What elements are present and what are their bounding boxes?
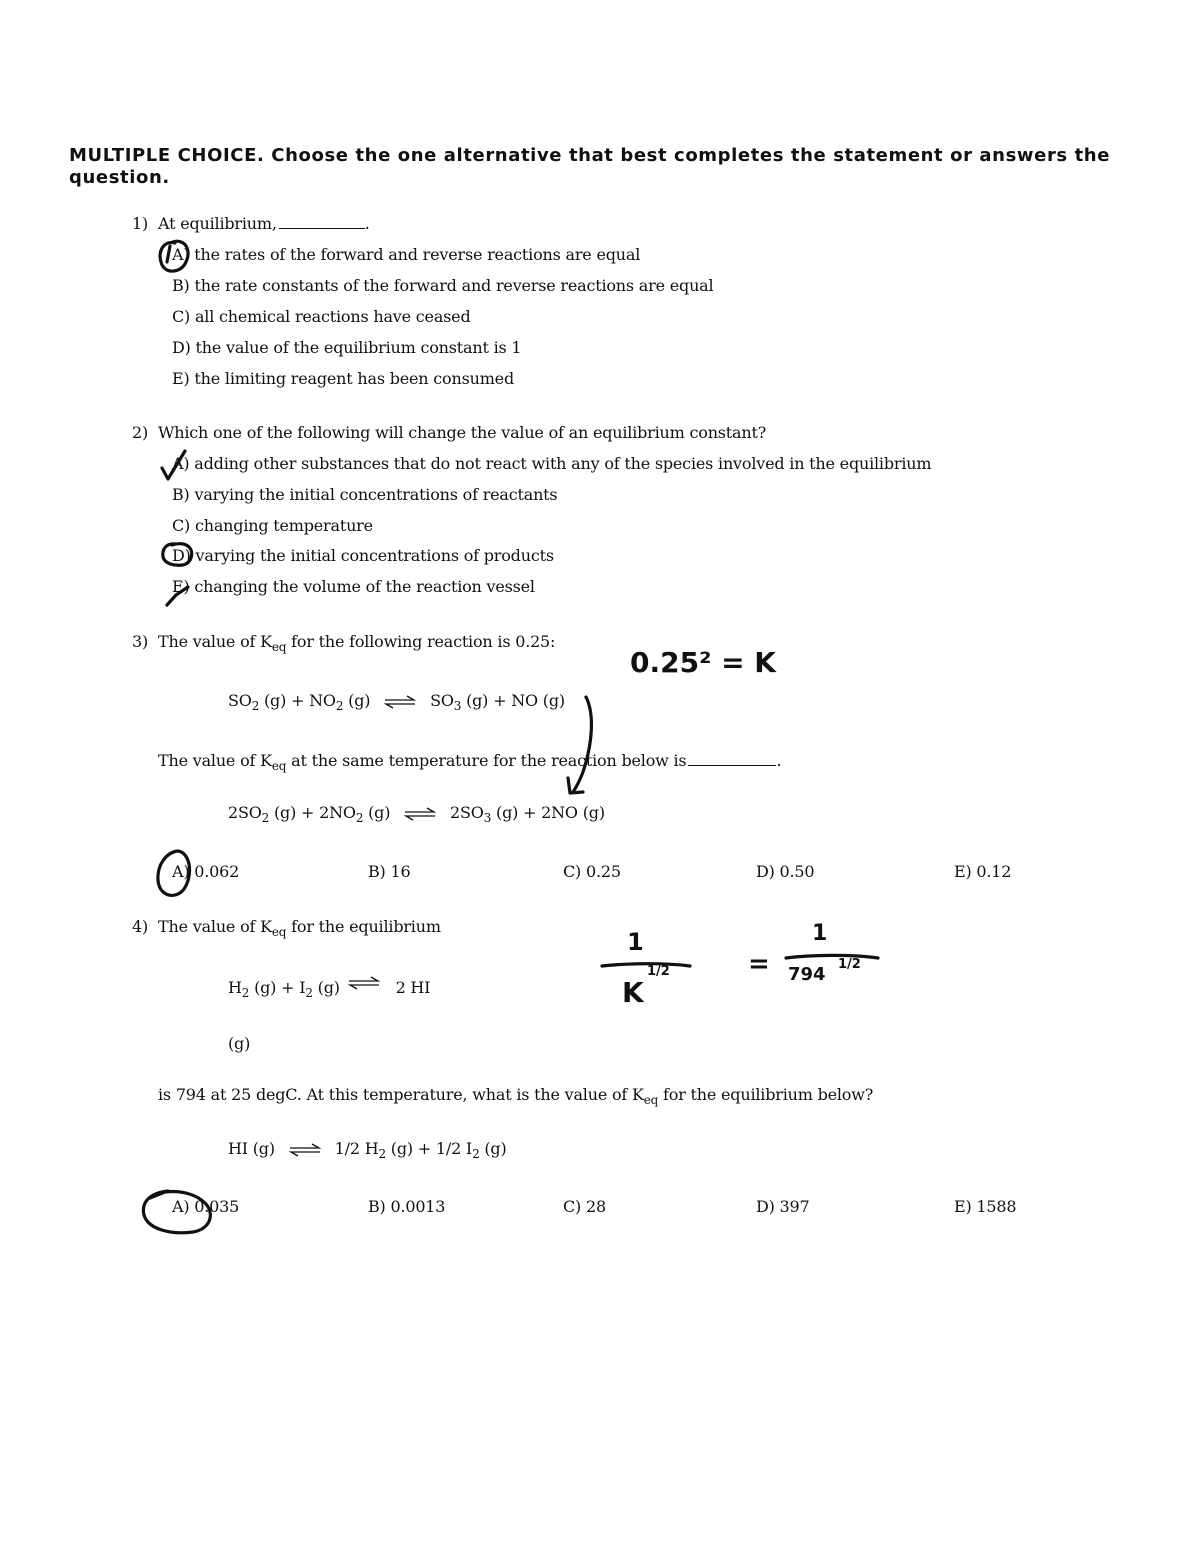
q4-fraction-bar-left [602,964,690,966]
equilibrium-arrows-icon [288,1143,322,1157]
q2-option-b[interactable]: B) varying the initial concentrations of reactants [172,485,558,504]
instructions-line-1: MULTIPLE CHOICE. Choose the one alternative that best completes the statement or answers the [69,145,1111,166]
q2-option-a[interactable]: A) adding other substances that do not react with any of the species involved in the equilibrium [172,454,932,473]
q3-stem: The value of $K_{eq}$ for the following reaction is 0.25: [158,632,556,654]
q3-option-b[interactable]: B) 16 [368,862,411,881]
q1-option-c[interactable]: C) all chemical reactions have ceased [172,307,471,326]
q3-number: 3) [132,632,149,651]
q3-stem-2: The value of $K_{eq}$ at the same temperature for the reaction below is . [158,751,782,773]
q2-option-e[interactable]: E) changing the volume of the reaction vessel [172,577,535,596]
q3-option-d[interactable]: D) 0.50 [756,862,815,881]
q1-number: 1) [132,214,149,233]
q3-handwritten-note: 0.25² = K [630,646,777,679]
q1-option-e[interactable]: E) the limiting reagent has been consumed [172,369,514,388]
q4-reaction-2: HI (g) 1/2 $H_2$ (g) + 1/2 $I_2$ (g) [228,1139,507,1161]
q4-stem: The value of $K_{eq}$ for the equilibrium [158,917,441,939]
q4-fraction-bar-right [786,955,878,958]
instructions-line-2: question. [69,167,170,188]
equilibrium-arrows-icon [403,807,437,821]
q2-option-c[interactable]: C) changing temperature [172,516,373,535]
q4-option-e[interactable]: E) 1588 [954,1197,1017,1216]
q3-option-a[interactable]: A) 0.062 [172,862,240,881]
q4-note-left-denominator: K [622,976,644,1009]
q3-reaction-1: $SO_2$ $(g) + NO_2$ (g) $SO_3$ (g) + NO (g) [228,691,565,713]
q2-number: 2) [132,423,149,442]
q1-option-a[interactable]: A) the rates of the forward and reverse reactions are equal [172,245,641,264]
q4-option-c[interactable]: C) 28 [563,1197,606,1216]
q4-option-b[interactable]: B) 0.0013 [368,1197,446,1216]
q4-note-left-exponent: 1/2 [647,964,670,979]
q3-option-e[interactable]: E) 0.12 [954,862,1012,881]
q4-note-left-numerator: 1 [627,928,644,956]
q3-reaction-2: $2SO_2$ $(g) + 2NO_2$ (g) $2SO_3$ (g) + 2NO (g) [228,803,605,825]
q1-option-b[interactable]: B) the rate constants of the forward and reverse reactions are equal [172,276,714,295]
q4-number: 4) [132,917,149,936]
q2-stem: Which one of the following will change the value of an equilibrium constant? [158,423,767,442]
q4-note-right-exponent: 1/2 [838,957,861,972]
q4-reaction-1-phase: (g) [228,1034,251,1053]
q3-arrow-icon [573,697,591,792]
q4-note-right-denominator: 794 [788,964,826,985]
q3-option-c[interactable]: C) 0.25 [563,862,621,881]
q1-option-d[interactable]: D) the value of the equilibrium constant is 1 [172,338,522,357]
q4-stem-2: is 794 at 25 degC. At this temperature, what is the value of $K_{eq}$ for the equilibrium below? [158,1085,874,1107]
q1-stem: At equilibrium, . [158,214,370,233]
q2-option-d[interactable]: D) varying the initial concentrations of products [172,546,554,565]
equilibrium-arrows-icon [347,976,381,990]
equilibrium-arrows-icon [383,695,417,709]
q4-option-d[interactable]: D) 397 [756,1197,810,1216]
q4-option-a[interactable]: A) 0.035 [172,1197,240,1216]
q4-reaction-1: $H_2$ $(g) + I_2$ (g) 2 HI [228,978,430,997]
q4-note-right-numerator: 1 [812,921,828,946]
q4-note-equals: = [748,949,770,979]
